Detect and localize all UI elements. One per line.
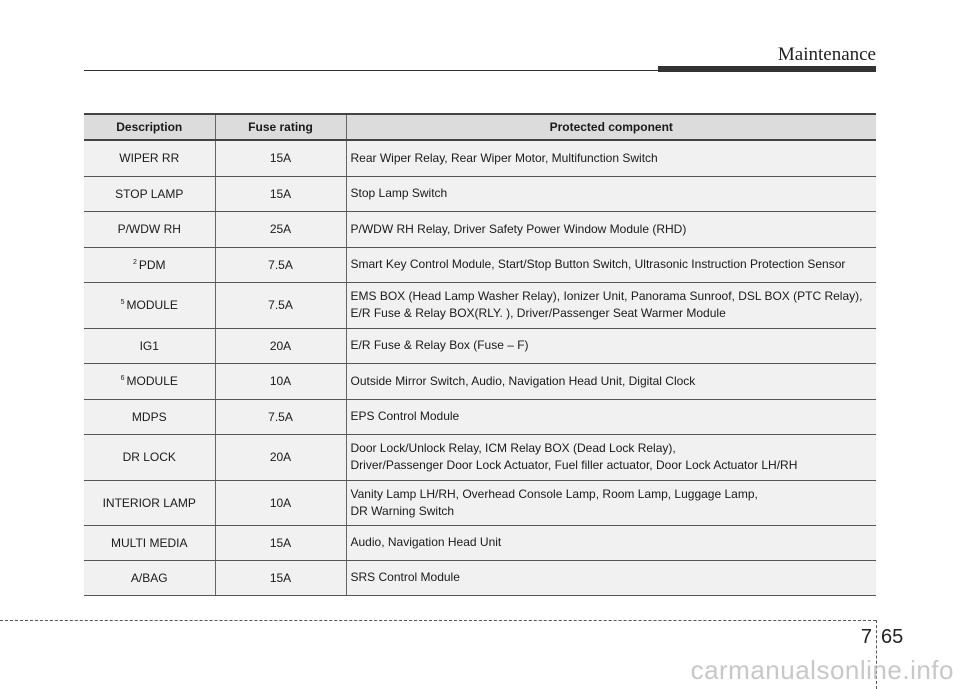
fuse-description-text: MULTI MEDIA: [111, 535, 188, 550]
fuse-description: [84, 480, 215, 525]
protected-component: [346, 480, 876, 525]
fuse-description: [84, 211, 215, 247]
table-row: [84, 282, 876, 328]
table-row: [84, 363, 876, 399]
fuse-rating: 15A: [215, 176, 346, 211]
header-protected-component: Protected component: [346, 114, 876, 140]
table-row: [84, 140, 876, 176]
fuse-description: [84, 247, 215, 282]
table-row: [84, 176, 876, 211]
fuse-description-text: STOP LAMP: [115, 186, 184, 201]
header-description: Description: [84, 114, 215, 140]
fuse-rating: 20A: [215, 434, 346, 480]
protected-component-line: Outside Mirror Switch, Audio, Navigation Head Unit, Digital Clock: [350, 373, 696, 388]
protected-component-line: Smart Key Control Module, Start/Stop Button Switch, Ultrasonic Instruction Protection Sensor: [350, 257, 846, 271]
chapter-number: 7: [860, 626, 872, 648]
table-row: [84, 560, 876, 595]
protected-component-line: Stop Lamp Switch: [350, 186, 448, 200]
fuse-description: [84, 282, 215, 328]
fuse-description-text: INTERIOR LAMP: [102, 495, 196, 510]
protected-component: [346, 176, 876, 211]
fuse-description: [84, 140, 215, 176]
header-rule-accent: [658, 66, 876, 72]
protected-component-line: P/WDW RH Relay, Driver Safety Power Window Module (RHD): [350, 221, 687, 236]
table-row: [84, 399, 876, 434]
fuse-description-text: P/WDW RH: [117, 222, 181, 236]
fuse-rating: 15A: [215, 140, 346, 176]
protected-component: [346, 328, 876, 363]
fuse-description-text: WIPER RR: [119, 151, 180, 166]
fuse-rating: 7.5A: [215, 282, 346, 328]
protected-component-line: EMS BOX (Head Lamp Washer Relay), Ionizer Unit, Panorama Sunroof, DSL BOX (PTC Relay),: [350, 289, 863, 303]
header-rule: [84, 70, 658, 71]
protected-component-line: Rear Wiper Relay, Rear Wiper Motor, Multifunction Switch: [350, 150, 658, 165]
fuse-description-text: MODULE: [126, 374, 178, 388]
protected-component: [346, 525, 876, 560]
fuse-description: [84, 399, 215, 434]
table-row: [84, 434, 876, 480]
fuse-rating: 10A: [215, 363, 346, 399]
protected-component-line: Driver/Passenger Door Lock Actuator, Fuel filler actuator, Door Lock Actuator LH/RH: [350, 458, 798, 472]
fuse-rating: 20A: [215, 328, 346, 363]
protected-component: [346, 140, 876, 176]
fuse-rating: 15A: [215, 560, 346, 595]
fuse-rating: 25A: [215, 211, 346, 247]
protected-component-line: SRS Control Module: [350, 570, 460, 584]
protected-component: [346, 363, 876, 399]
protected-component-line: E/R Fuse & Relay BOX(RLY. ), Driver/Passenger Seat Warmer Module: [350, 306, 726, 320]
fuse-description: [84, 525, 215, 560]
fuse-description: [84, 328, 215, 363]
protected-component-line: Door Lock/Unlock Relay, ICM Relay BOX (Dead Lock Relay),: [350, 441, 676, 455]
footnote-marker: 5: [120, 299, 125, 306]
protected-component: [346, 560, 876, 595]
fuse-rating: 15A: [215, 525, 346, 560]
fuse-description-text: A/BAG: [130, 570, 168, 585]
header-title: Maintenance: [777, 44, 876, 65]
fuse-rating: 7.5A: [215, 247, 346, 282]
table-row: [84, 247, 876, 282]
protected-component: [346, 282, 876, 328]
table-row: [84, 480, 876, 525]
page-number: 65: [881, 626, 904, 648]
fuse-description: [84, 176, 215, 211]
fuse-description-text: IG1: [139, 338, 159, 353]
fuse-rating: 10A: [215, 480, 346, 525]
fuse-table: [84, 113, 876, 596]
protected-component-line: Audio, Navigation Head Unit: [350, 535, 502, 549]
watermark: carmanualsonline.info: [690, 655, 954, 685]
protected-component-line: Vanity Lamp LH/RH, Overhead Console Lamp, Room Lamp, Luggage Lamp,: [350, 486, 758, 501]
header-fuse-rating: Fuse rating: [215, 114, 346, 140]
protected-component-line: E/R Fuse & Relay Box (Fuse – F): [350, 338, 529, 352]
protected-component-line: DR Warning Switch: [350, 503, 455, 518]
fuse-description: [84, 560, 215, 595]
protected-component: [346, 247, 876, 282]
protected-component: [346, 399, 876, 434]
fuse-rating: 7.5A: [215, 399, 346, 434]
table-header-row: [84, 114, 876, 140]
footnote-marker: 6: [120, 375, 125, 382]
protected-component: [346, 211, 876, 247]
table-row: [84, 525, 876, 560]
protected-component-line: EPS Control Module: [350, 409, 460, 423]
fuse-description-text: MODULE: [126, 298, 178, 312]
fuse-description-text: DR LOCK: [122, 450, 176, 464]
fuse-description-text: MDPS: [131, 409, 167, 424]
fuse-description: [84, 363, 215, 399]
footnote-marker: 2: [132, 258, 137, 266]
protected-component: [346, 434, 876, 480]
table-row: [84, 328, 876, 363]
footer-rule: [0, 620, 876, 621]
fuse-description-text: PDM: [138, 257, 166, 272]
fuse-description: [84, 434, 215, 480]
table-row: [84, 211, 876, 247]
